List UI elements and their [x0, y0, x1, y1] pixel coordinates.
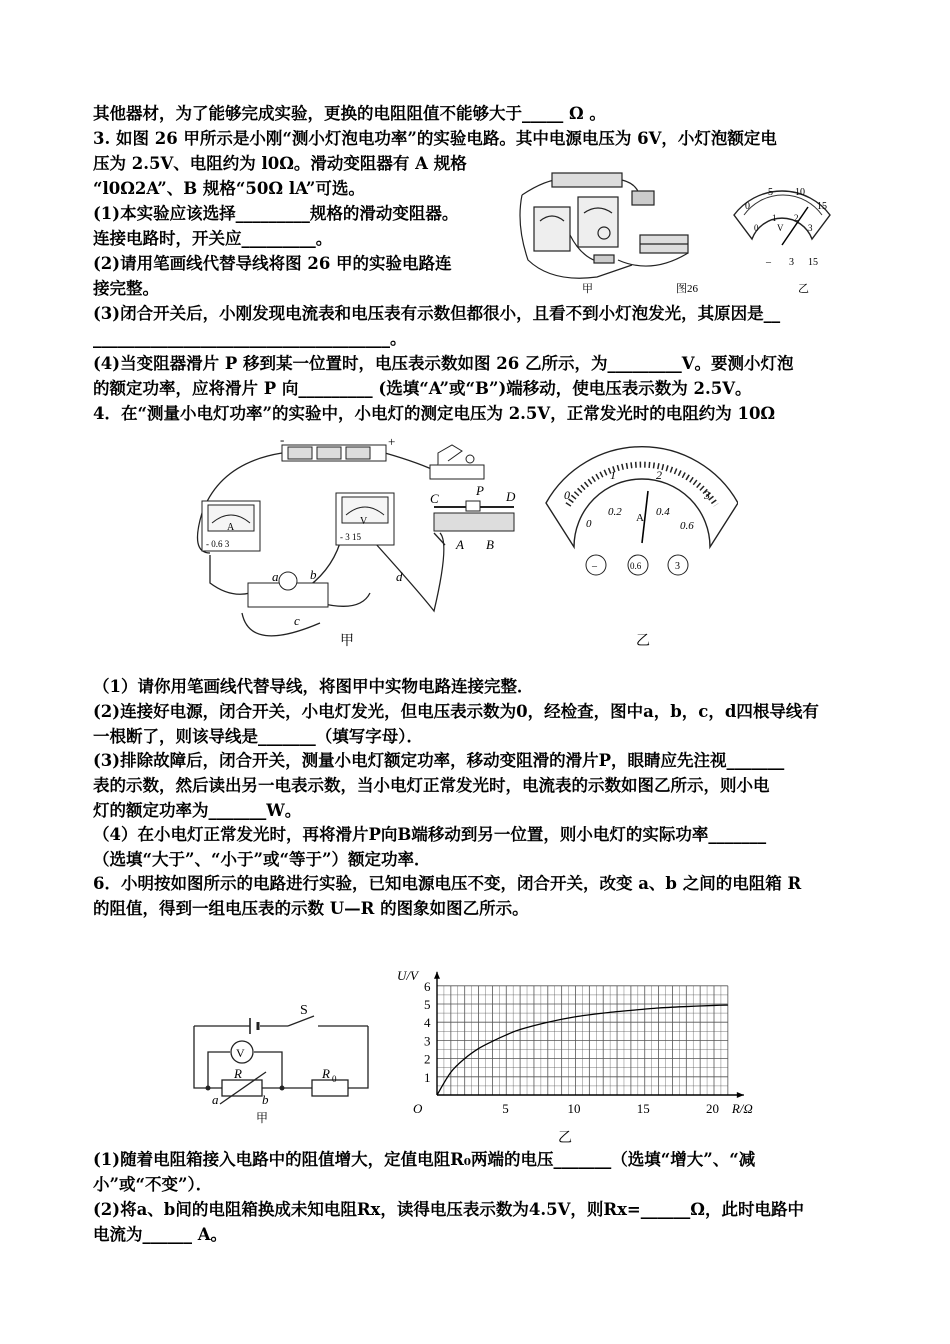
voltmeter-terminals: - 3 15	[340, 532, 361, 542]
y-tick-label: 4	[424, 1015, 431, 1031]
wire-b: b	[310, 567, 317, 582]
fig4-tick: 0	[586, 518, 592, 530]
battery-minus: -	[280, 433, 285, 447]
y-tick-label: 6	[424, 978, 431, 994]
fig4-tick: 0	[564, 488, 570, 502]
q6-label-jia: 甲	[256, 1111, 269, 1125]
fig26-tick: 5	[768, 187, 773, 198]
text-line: 接完整。	[93, 279, 159, 298]
question-3-heading: 3. 如图 26 甲所示是小刚“测小灯泡电功率”的实验电路。其中电源电压为 6V，小灯泡额定电	[93, 129, 777, 148]
fig4-tick: 3	[704, 488, 710, 502]
q6-label-yi: 乙	[558, 1131, 572, 1145]
rheostat-b: B	[486, 537, 494, 552]
fig26-tick: 3	[808, 223, 813, 233]
text-line: 灯的额定功率为_______W。	[93, 801, 302, 820]
fig4-tick: 1	[610, 468, 616, 482]
fig4-tick: 0.6	[680, 520, 694, 532]
fig26-label-jia: 甲	[582, 283, 593, 295]
x-tick-label: 15	[636, 1101, 650, 1116]
text-line: （选填“大于”、“小于”或“等于”）额定功率．	[93, 850, 431, 869]
fig4-tick: 0.4	[656, 506, 670, 518]
battery-pack	[282, 445, 386, 461]
fig26-tick: 15	[817, 201, 827, 212]
fig26-terminal: –	[766, 257, 771, 268]
question-4-heading: 4．在“测量小电灯功率”的实验中，小电灯的测定电压为 2.5V，正常发光时的电阻约为 10Ω	[93, 404, 776, 423]
fig4-terminal: –	[592, 561, 597, 572]
figure-26	[512, 165, 844, 300]
rheostat-d: D	[506, 489, 516, 504]
u-r-chart	[390, 920, 775, 1145]
ammeter-terminals: - 0.6 3	[206, 539, 230, 549]
text-line: (3)闭合开关后，小刚发现电流表和电压表有示数但都很小，且看不到小灯泡发光，其原因是__	[93, 304, 781, 323]
text-line: 小”或“不变”）．	[93, 1175, 213, 1194]
text-line: 的额定功率，应将滑片 P 向_________ (选填“A”或“B”)端移动，使电压表示数为 2.5V。	[93, 379, 752, 398]
fig4-tick: 0.2	[608, 506, 622, 518]
fig4-terminal: 3	[675, 561, 680, 572]
q6-switch-label: S	[300, 1003, 308, 1018]
chart-axes	[434, 972, 744, 1098]
text-line: “l0Ω2A”、B 规格“50Ω lA”可选。	[93, 179, 365, 198]
text-line: （4）在小电灯正常发光时，再将滑片P向B端移动到另一位置，则小电灯的实际功率_______	[93, 825, 767, 844]
text-line: (3)排除故障后，闭合开关，测量小电灯额定功率，移动变阻滑的滑片P，眼睛应先注视_______	[93, 751, 785, 770]
q6-voltmeter-letter: V	[236, 1046, 245, 1060]
x-axis-label: R/Ω	[731, 1101, 753, 1116]
fig26-tick: 1	[772, 213, 777, 223]
fig26-terminal: 15	[808, 257, 818, 268]
fig26-terminal: 3	[789, 257, 794, 268]
text-line: (4)当变阻器滑片 P 移到某一位置时，电压表示数如图 26 乙所示，为_________V。要测小灯泡	[93, 354, 794, 373]
y-tick-label: 2	[424, 1051, 431, 1067]
y-tick-label: 3	[424, 1033, 431, 1049]
text-line: (2)请用笔画线代替导线将图 26 甲的实验电路连	[93, 254, 452, 273]
x-arrow	[737, 1092, 744, 1098]
figure-q4	[190, 433, 738, 658]
wire-a: a	[272, 569, 279, 584]
text-line: (1)随着电阻箱接入电路中的阻值增大，定值电阻R₀两端的电压_______（选填“增大”、“减	[93, 1150, 756, 1169]
q6-r0-subscript: 0	[332, 1074, 337, 1084]
text-line: 表的示数，然后读出另一电表示数，当小电灯正常发光时，电流表的示数如图乙所示，则小电	[93, 776, 770, 795]
fig26-caption: 图26	[676, 283, 698, 295]
y-arrow	[434, 972, 440, 979]
text-line: (2)连接好电源，闭合开关，小电灯发光，但电压表示数为0，经检查，图中a，b，c，d四根导线有	[93, 702, 819, 721]
wire-c: c	[294, 613, 300, 628]
fig26-tick: 2	[794, 213, 799, 223]
rheostat-c: C	[430, 491, 439, 506]
text-line: 的阻值，得到一组电压表的示数 U—R 的图象如图乙所示。	[93, 899, 529, 918]
ammeter-letter: A	[227, 522, 235, 533]
origin-label: O	[413, 1101, 423, 1116]
fig4-label-yi: 乙	[636, 634, 650, 649]
x-tick-label: 10	[567, 1101, 581, 1116]
text-line: 电流为______ A。	[93, 1225, 228, 1244]
fig4-tick: 2	[656, 468, 662, 482]
fig4-terminal: 0.6	[630, 561, 642, 571]
q6-node-b: b	[262, 1092, 269, 1107]
rheostat-a: A	[456, 537, 464, 552]
chart-grid	[437, 986, 728, 1095]
rheostat-p: P	[476, 483, 484, 498]
fig26-label-yi: 乙	[798, 283, 809, 295]
text-line: 压为 2.5V、电阻约为 l0Ω。滑动变阻器有 A 规格	[93, 154, 467, 173]
fig4-meter-letter: A	[636, 512, 644, 524]
text-line: ____________________________________。	[93, 329, 407, 348]
text-line: （1）请你用笔画线代替导线，将图甲中实物电路连接完整．	[93, 677, 534, 696]
text-line: 其他器材，为了能够完成实验，更换的电阻阻值不能够大于_____ Ω 。	[93, 104, 606, 123]
fig26-tick: 0	[745, 201, 750, 212]
rheostat	[434, 501, 514, 531]
fig4-ammeter-dial	[546, 447, 738, 575]
voltmeter-letter: V	[360, 516, 368, 527]
q6-rbox-label: R	[234, 1066, 242, 1081]
fig4-label-jia: 甲	[340, 634, 354, 649]
battery-plus: +	[388, 434, 396, 449]
text-line: 连接电路时，开关应_________。	[93, 229, 333, 248]
text-line: (1)本实验应该选择_________规格的滑动变阻器。	[93, 204, 459, 223]
question-6-heading: 6．小明按如图所示的电路进行实验，已知电源电压不变，闭合开关，改变 a、b 之间的电阻箱 R	[93, 874, 802, 893]
x-tick-label: 5	[502, 1101, 509, 1116]
figure-q6-circuit	[190, 1000, 380, 1125]
q6-r0-label: R	[322, 1066, 330, 1081]
y-tick-label: 5	[424, 997, 431, 1012]
fig26-voltmeter-dial	[734, 191, 830, 245]
q6-node-a: a	[212, 1092, 219, 1107]
switch	[430, 445, 484, 479]
fig26-tick: 0	[754, 223, 759, 233]
y-axis-label: U/V	[397, 967, 418, 983]
y-tick-label: 1	[424, 1069, 431, 1085]
text-line: (2)将a、b间的电阻箱换成未知电阻Rx，读得电压表示数为4.5V，则Rx=______Ω，此时电路中	[93, 1200, 804, 1219]
x-tick-label: 20	[706, 1101, 719, 1116]
text-line: 一根断了，则该导线是_______（填写字母）．	[93, 727, 423, 746]
fig26-tick: 10	[795, 187, 805, 198]
wire-d: d	[396, 569, 403, 584]
fig26-unit: V	[777, 223, 784, 233]
